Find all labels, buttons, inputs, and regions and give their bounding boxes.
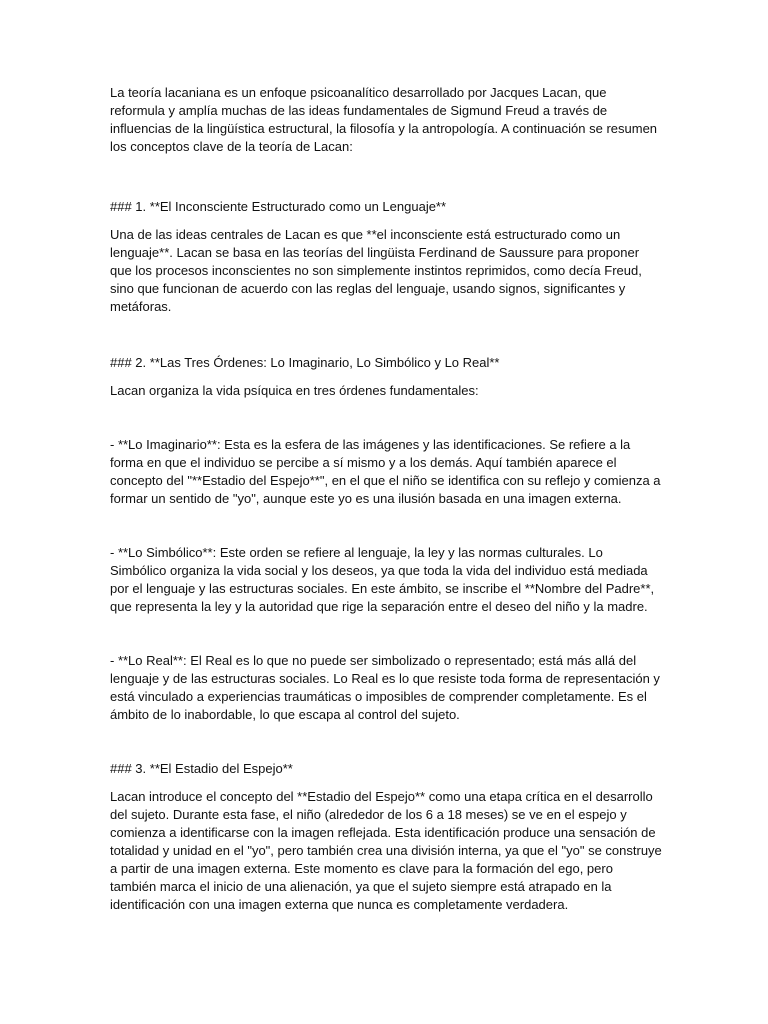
section-heading-1: ### 1. **El Inconsciente Estructurado como un Lenguaje** [110,199,447,214]
bullet-simbolico: - **Lo Simbólico**: Este orden se refiere al lenguaje, la ley y las normas culturales. Lo Simbólico organiza la vida social y los deseos, ya que toda la vida del individuo está mediada por el lenguaje y las estructuras sociales. En este ámbito, se inscribe el **Nombre del Padre**, que representa la ley y la autoridad que rige la separación entre el deseo del niño y la madre. [110,545,655,614]
document-page [110,84,662,914]
bullet-real: - **Lo Real**: El Real es lo que no puede ser simbolizado o representado; está más allá del lenguaje y de las estructuras sociales. Lo Real es lo que resiste toda forma de representación y está vinculado a experiencias traumáticas o imposibles de comprender completamente. Es el ámbito de lo inabordable, lo que escapa al control del sujeto. [110,653,660,722]
section-body-1: Una de las ideas centrales de Lacan es que **el inconsciente está estructurado como un lenguaje**. Lacan se basa en las teorías del lingüista Ferdinand de Saussure para proponer que los procesos inconscientes no son simplemente instintos reprimidos, como decía Freud, sino que funcionan de acuerdo con las reglas del lenguaje, usando signos, significantes y metáforas. [110,227,642,314]
section-body-3: Lacan introduce el concepto del **Estadio del Espejo** como una etapa crítica en el desarrollo del sujeto. Durante esta fase, el niño (alrededor de los 6 a 18 meses) se ve en el espejo y comienza a identificarse con la imagen reflejada. Esta identificación produce una sensación de totalidad y unidad en el "yo", pero también crea una división interna, ya que el "yo" se construye a partir de una imagen externa. Este momento es clave para la formación del ego, pero también marca el inicio de una alienación, ya que el sujeto siempre está atrapado en la identificación con una imagen externa que nunca es completamente verdadera. [110,789,662,912]
section-body-2: Lacan organiza la vida psíquica en tres órdenes fundamentales: [110,383,479,398]
bullet-imaginario: - **Lo Imaginario**: Esta es la esfera de las imágenes y las identificaciones. Se refiere a la forma en que el individuo se percibe a sí mismo y a los demás. Aquí también aparece el concepto del "**Estadio del Espejo**", en el que el niño se identifica con su reflejo y comienza a formar un sentido de "yo", aunque este yo es una ilusión basada en una imagen externa. [110,437,661,506]
section-heading-3: ### 3. **El Estadio del Espejo** [110,761,293,776]
intro-paragraph: La teoría lacaniana es un enfoque psicoanalítico desarrollado por Jacques Lacan, que reformula y amplía muchas de las ideas fundamentales de Sigmund Freud a través de influencias de la lingüística estructural, la filosofía y la antropología. A continuación se resumen los conceptos clave de la teoría de Lacan: [110,85,658,154]
section-heading-2: ### 2. **Las Tres Órdenes: Lo Imaginario, Lo Simbólico y Lo Real** [110,355,500,370]
